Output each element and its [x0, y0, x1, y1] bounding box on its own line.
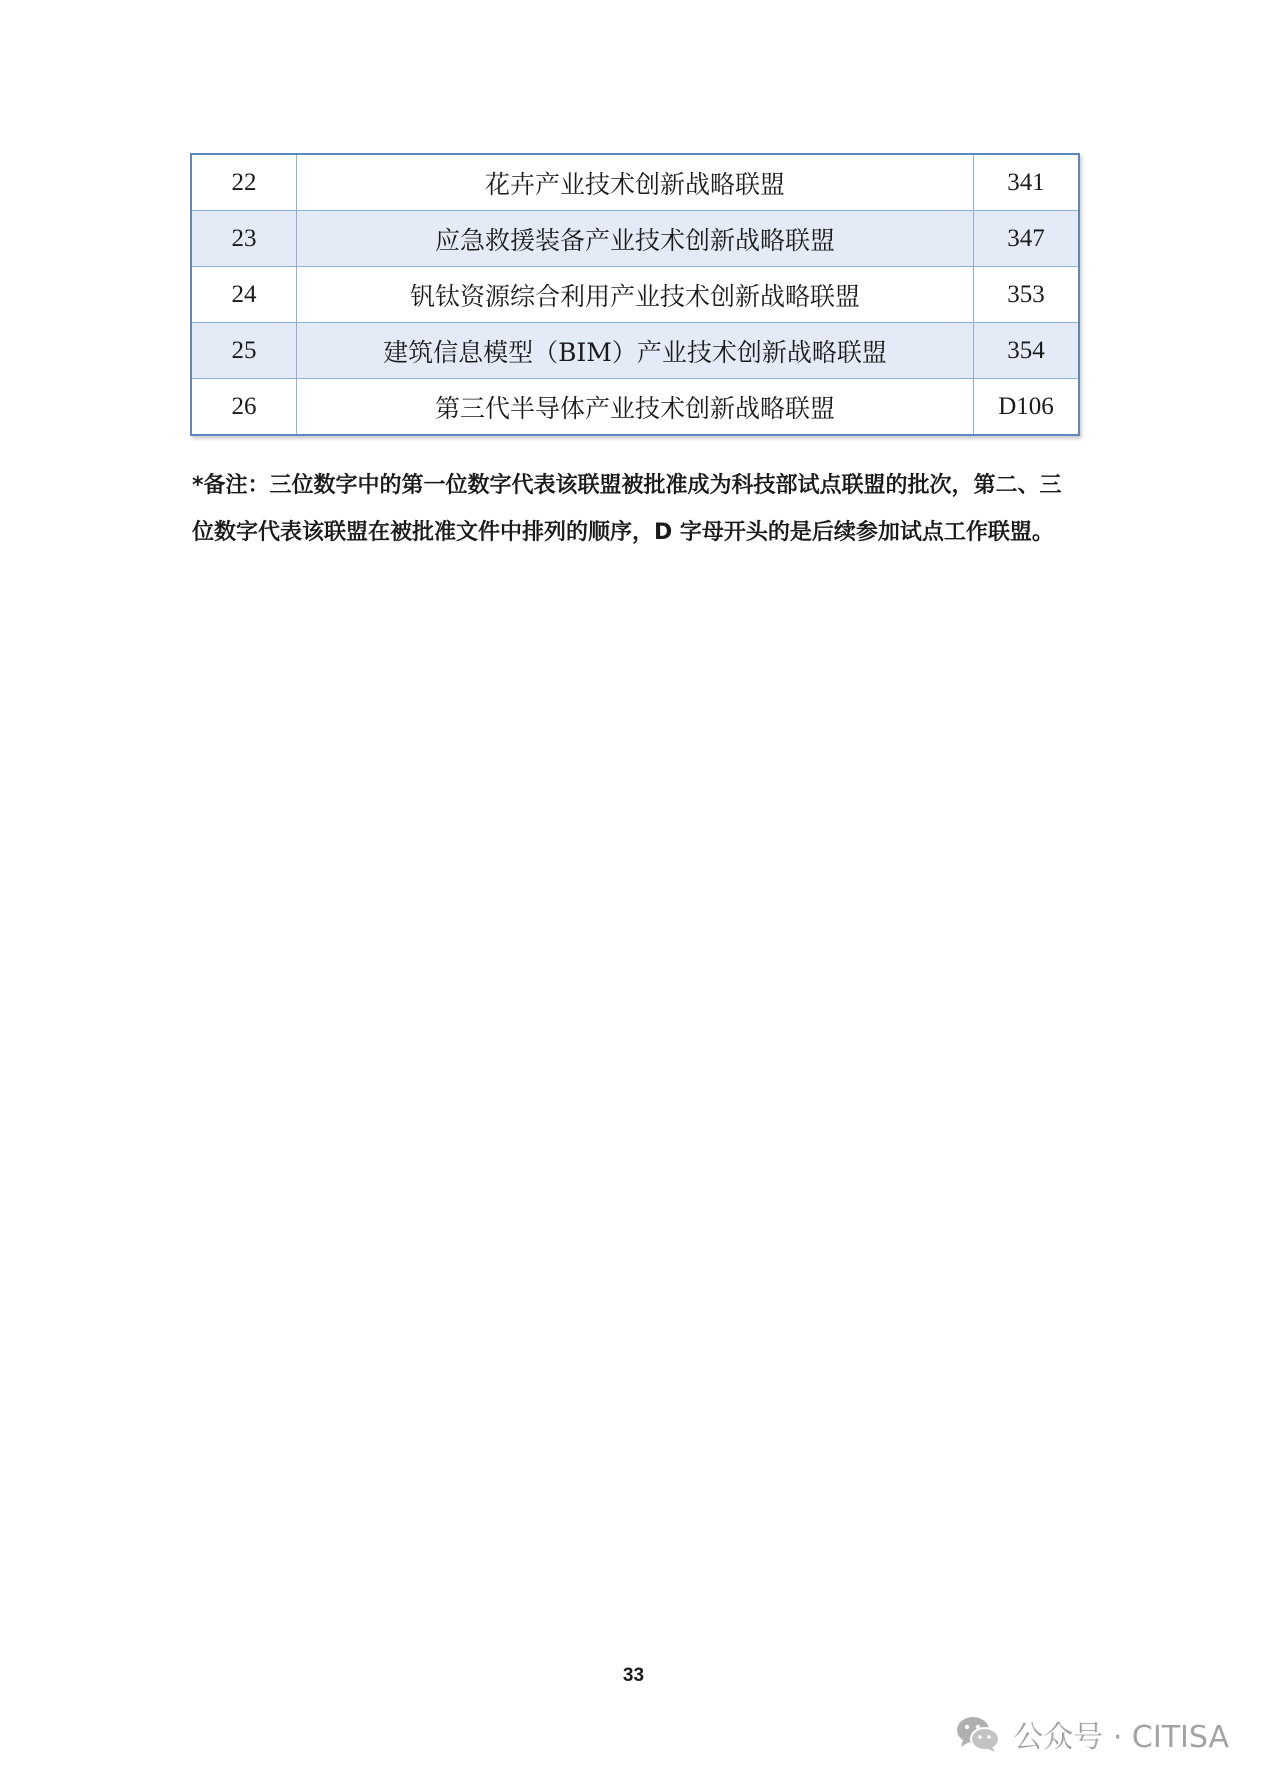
- footnote: *备注：三位数字中的第一位数字代表该联盟被批准成为科技部试点联盟的批次，第二、三位数字代表该联盟在被批准文件中排列的顺序，D 字母开头的是后续参加试点工作联盟。: [192, 473, 1062, 545]
- page-number: 33: [622, 1665, 645, 1686]
- table-row: [191, 323, 1079, 379]
- row-number: 26: [191, 379, 297, 436]
- alliance-name: 第三代半导体产业技术创新战略联盟: [297, 379, 974, 436]
- alliance-name: 应急救援装备产业技术创新战略联盟: [297, 211, 974, 267]
- alliance-code: 354: [974, 323, 1080, 379]
- alliance-code: 341: [974, 154, 1080, 211]
- alliance-name: 钒钛资源综合利用产业技术创新战略联盟: [297, 267, 974, 323]
- table-row: [191, 267, 1079, 323]
- row-number: 24: [191, 267, 297, 323]
- watermark-text: 公众号 · CITISA: [1013, 1720, 1229, 1755]
- alliance-code: 353: [974, 267, 1080, 323]
- watermark: [955, 1712, 1229, 1756]
- row-number: 23: [191, 211, 297, 267]
- wechat-icon: [955, 1715, 1001, 1753]
- alliance-name: 建筑信息模型（BIM）产业技术创新战略联盟: [297, 323, 974, 379]
- row-number: 22: [191, 154, 297, 211]
- table-row: [191, 211, 1079, 267]
- alliance-table: [190, 153, 1080, 436]
- alliance-name: 花卉产业技术创新战略联盟: [297, 154, 974, 211]
- row-number: 25: [191, 323, 297, 379]
- alliance-code: 347: [974, 211, 1080, 267]
- table-row: [191, 154, 1079, 211]
- alliance-code: D106: [974, 379, 1080, 436]
- table-row: [191, 379, 1079, 436]
